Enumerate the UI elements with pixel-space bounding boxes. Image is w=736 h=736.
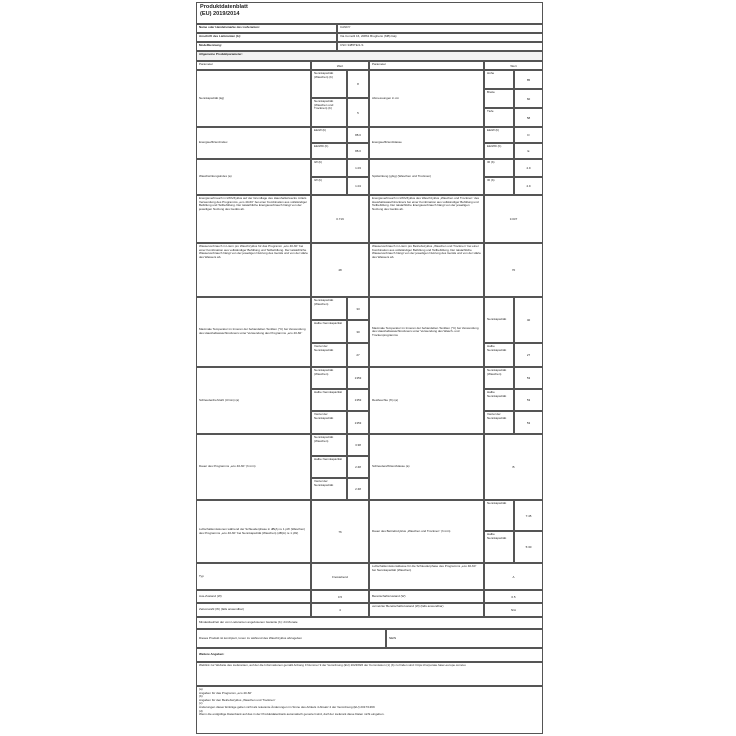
supplier-name-label: Name oder Handelsmarke des Lieferanten: [196,24,337,33]
wd-duration-full-value: 7:45 [514,500,543,531]
water-consumption-wash-value: 48 [311,243,369,297]
standby-label: Bereitschaftszustand (W) [369,590,484,603]
duration-full-sub: Nennkapazität (Waschen) [311,434,347,456]
capacity-wash-value: 8 [347,70,369,98]
wash-efficiency-label: Waschwirkungsindex (a) [196,159,311,195]
col-header-value: Wert [311,61,369,70]
energy-consumption-wd-value: 3.037 [484,195,543,243]
rinsing-b-value: 4.9 [514,177,543,195]
moisture-half-sub: Halbe Nennkapazität [484,389,514,411]
energy-class-w-sub: EEIW (b) [484,127,514,143]
eei-w-value: 88.0 [347,127,369,143]
energy-class-wd-sub: EEIWD (b) [484,143,514,159]
off-mode-label: Aus-Zustand (W) [196,590,311,603]
rinsing-a-value: 4.9 [514,159,543,177]
rinsing-a-sub: IR (b) [484,159,514,177]
height-value: 85 [514,70,543,89]
water-consumption-wash-label: Wasserverbrauch in Litern pro Waschzyklus für das Programm „eco 40-60“ bei einer Kombination aus vollständiger Befüllung und Teilbefüllung. Der tatsächliche Wasserverbrauch hängt von der jeweiligen Nutzung des Geräts und von der Härte des Wassers ab. [196,243,311,297]
airborne-noise-value: 76 [311,500,369,563]
type-value: Freistehend [311,563,369,590]
networked-standby-label: vernetzter Bereitschaftszustand (W) (falls anwendbar) [369,603,484,617]
wash-efficiency-wd-sub: IW (b) [311,177,347,195]
model-label: Modellkennung: [196,42,337,51]
duration-quarter-value: 2:48 [347,478,369,500]
duration-full-value: 3:38 [347,434,369,456]
duration-half-sub: Halbe Nennkapazität [311,456,347,478]
max-temp-half-sub: Halbe Nennkapazität [311,320,347,343]
section-general-title: Allgemeine Produktparameter: [196,51,543,61]
energy-consumption-wd-label: Energieverbrauch in kWh/Zyklus des Waschzyklus „Waschen und Trocknen“ des Haushaltswaschtrockners bei einer Kombination aus vollständiger Befüllung und Teilbefüllung. Der tatsächliche Energieverbrauch hängt von der jeweiligen Nutzung des Geräts ab. [369,195,484,243]
max-temperature-label: Maximale Temperatur im Inneren der behandelten Textilien (°C) bei Verwendung des Haushaltswaschtrockners unter Verwendung des Programms „eco 40-60“ [196,297,311,367]
max-temp-wd-half-value: 27 [514,343,543,367]
supplier-weblink: Weblink zur Website des Lieferanten, auf der die Informationen gemäß Anhang II Nummer 9 der Verordnung (EU) 2023/826 der Kommission (1) (b) zu finden sind: https://corporate.haier-europe.com/eu [196,662,543,686]
depth-value: 58 [514,108,543,127]
ion-release-value: NEIN [386,629,543,648]
regulation-number: (EU) 2019/2014 [200,11,240,17]
noise-class-value: A [484,563,543,590]
networked-standby-value: N/A [484,603,543,617]
off-mode-value: 0.5 [311,590,369,603]
footnotes [196,686,543,734]
spin-speed-label: Schleuderdrehzahl (U/min) (a) [196,367,311,434]
rinsing-label: Spülwirkung (g/kg) (Waschen und Trocknen) [369,159,484,195]
supplier-name-value: CANDY [337,24,543,33]
max-temp-quarter-value: 27 [347,343,369,367]
energy-class-w-value: D [514,127,543,143]
noise-class-label: Luftschallemissionsklasse für die Schleuderphase des Programms „eco 40-60“ bei Nennkapazität (Waschen) [369,563,484,590]
model-value: CSO 3485TE/1-S [337,42,543,51]
wash-efficiency-w-value: 1.03 [347,159,369,177]
footnote-c: Änderungen dieser Einträge gelten nicht als relevante Änderungen im Sinne des Artikels 4 Absatz 4 der Verordnung (EU) 2017/1369 [199,704,375,709]
max-temp-wd-full-value: 40 [514,297,543,343]
capacity-label: Nennkapazität (kg) [196,70,311,127]
spin-half-sub: Halbe Nennkapazität [311,389,347,411]
spin-full-value: 1353 [347,367,369,389]
col-header-value-2: Wert [484,61,543,70]
duration-quarter-sub: Viertel der Nennkapazität [311,478,347,500]
spin-class-label: Schleudereffizienzklasse (a) [369,434,484,500]
wd-duration-full-sub: Nennkapazität [484,500,514,531]
max-temp-wd-half-sub: Halbe Nennkapazität [484,343,514,367]
delay-start-value: 4 [311,603,369,617]
water-consumption-wd-value: 70 [484,243,543,297]
supplier-address-label: Anschrift des Lieferanten (b): [196,33,337,42]
eei-wd-sub: EEIWD (b) [311,143,347,159]
spin-quarter-value: 1353 [347,411,369,434]
max-temp-wd-full-sub: Nennkapazität [484,297,514,343]
dimensions-label: Abmessungen in cm [369,70,484,127]
footnote-a: Angaben für das Programm „eco 40-60“ [199,690,253,695]
sheet-title: Produktdatenblatt [200,4,248,10]
additional-info-title: Weitere Angaben: [196,648,543,662]
sheet-header [196,2,543,24]
width-value: 60 [514,89,543,108]
spin-quarter-sub: Viertel der Nennkapazität [311,411,347,434]
footnote-marker-d: (d) [199,708,203,713]
height-label: Höhe [484,70,514,89]
supplier-address-value: Via Comolli 16, 20861 Brugherio (MB) Italy [337,33,543,42]
residual-moisture-label: Restfeuchte (%) (a) [369,367,484,434]
max-temp-half-value: 30 [347,320,369,343]
moisture-full-sub: Nennkapazität (Waschen) [484,367,514,389]
product-data-sheet [196,2,543,734]
spin-full-sub: Nennkapazität (Waschen) [311,367,347,389]
capacity-wash-sub: Nennkapazität (Waschen) (b) [311,70,347,98]
standby-value: 0.5 [484,590,543,603]
max-temp-quarter-sub: Viertel der Nennkapazität [311,343,347,367]
type-label: Typ [196,563,311,590]
footnote-marker-c: (c) [199,701,203,706]
wd-duration-half-sub: Halbe Nennkapazität [484,531,514,563]
energy-consumption-wash-label: Energieverbrauch in kWh/Zyklus auf der Grundlage des Haushaltszwecks mittels Verwendung des Programms „eco 40-60“ bei einer Kombination aus vollständiger Befüllung und Teilbefüllung. Der tatsächliche Energieverbrauch hängt von der jeweiligen Nutzung des Geräts ab. [196,195,311,243]
energy-class-label: Energieeffizienzklasse [369,127,484,159]
eei-label: Energieeffizienzindex [196,127,311,159]
duration-half-value: 2:48 [347,456,369,478]
energy-class-wd-value: E [514,143,543,159]
max-temp-full-value: 33 [347,297,369,320]
eei-wd-value: 88.0 [347,143,369,159]
wd-duration-half-value: 5:30 [514,531,543,563]
capacity-dry-value: 5 [347,98,369,127]
moisture-quarter-value: 53 [514,411,543,434]
width-label: Breite [484,89,514,108]
moisture-full-value: 53 [514,367,543,389]
airborne-noise-label: Luftschallemissionen während der Schleuderphase in dB(A) re 1 pW (Waschen) des Programms „eco 40-60“ bei Nennkapazität (Waschen) (dB(A) re 1 pW) [196,500,311,563]
footnote-marker-b: (b) [199,694,203,699]
capacity-dry-sub: Nennkapazität (Waschen und Trocknen) (b) [311,98,347,127]
wash-efficiency-w-sub: IW (b) [311,159,347,177]
ion-release-label: Dieses Produkt ist konzipiert, Ionen zu während des Waschzyklus abzugeben [196,629,386,648]
delay-start-label: Zeitvorwahl (W) (falls anwendbar) [196,603,311,617]
col-header-parameter: Parameter [196,61,311,70]
energy-consumption-wash-value: 0.719 [311,195,369,243]
footnote-d: Wenn die endgültige Datenbank auf das in der Produktdatenbank automatisch generiert wird, darf der Lieferant diese Daten nicht eingeben. [199,712,385,717]
spin-half-value: 1353 [347,389,369,411]
col-header-parameter-2: Parameter [369,61,484,70]
rinsing-b-sub: IR (b) [484,177,514,195]
footnote-marker-a: (a) [199,687,203,691]
warranty-row: Mindestlaufzeit der vom Lieferanten angebotenen Garantie (b): 24 Monate [196,617,543,629]
max-temperature-wd-label: Maximale Temperatur im Inneren der behandelten Textilien (°C) bei Verwendung des Haushaltswaschtrockners unter Verwendung des Wasch- und Trockenprogramms [369,297,484,367]
wash-efficiency-wd-value: 1.04 [347,177,369,195]
max-temp-full-sub: Nennkapazität (Waschen) [311,297,347,320]
spin-class-value: B [484,434,543,500]
wd-duration-label: Dauer des Betriebszyklus „Waschen und Trocknen“ (h:min) [369,500,484,563]
moisture-half-value: 53 [514,389,543,411]
water-consumption-wd-label: Wasserverbrauch in Litern pro Betriebszyklus „Waschen und Trocknen“ bei einer Kombination aus vollständiger Befüllung und Teilbefüllung. Der tatsächliche Wasserverbrauch hängt von der jeweiligen Nutzung des Geräts und von der Härte des Wassers ab. [369,243,484,297]
depth-label: Tiefe [484,108,514,127]
moisture-quarter-sub: Viertel der Nennkapazität [484,411,514,434]
footnote-b: Angaben für den Betriebszyklus „Waschen und Trocknen“ [199,697,276,702]
programme-duration-label: Dauer des Programms „eco 40-60“ (h:min) [196,434,311,500]
eei-w-sub: EEIW (b) [311,127,347,143]
